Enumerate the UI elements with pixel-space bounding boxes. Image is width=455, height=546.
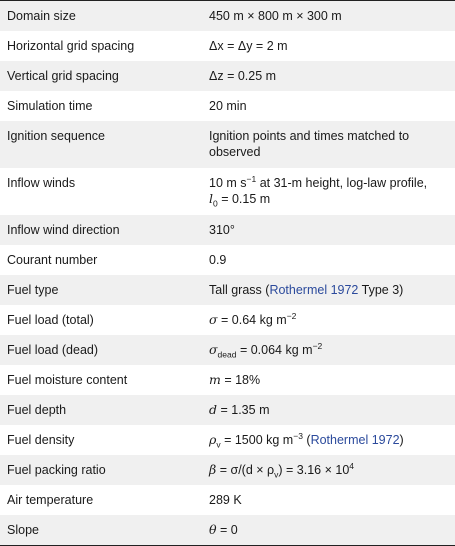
value-text: at 31-m height, log-law profile, <box>256 176 428 190</box>
row-label: Vertical grid spacing <box>0 61 202 91</box>
value-subscript: v <box>274 469 279 480</box>
table-row <box>0 365 455 395</box>
row-label: Ignition sequence <box>0 121 202 168</box>
row-value: 289 K <box>209 493 242 507</box>
table-row <box>0 275 455 305</box>
row-value: 310° <box>202 215 455 245</box>
row-value <box>202 425 455 455</box>
value-subscript: 0 <box>213 198 218 209</box>
value-symbol: l <box>209 191 213 206</box>
value-symbol: ρ <box>209 432 217 447</box>
row-value <box>202 305 455 335</box>
table-row <box>0 335 455 365</box>
table-row <box>0 215 455 245</box>
row-label: Fuel load (total) <box>7 313 94 327</box>
table-row <box>0 91 455 121</box>
table-row <box>0 245 455 275</box>
row-value: Δz = 0.25 m <box>202 61 455 91</box>
table-row <box>0 305 455 335</box>
value-text: = 0.15 m <box>217 192 271 206</box>
row-label: Fuel depth <box>0 395 202 425</box>
value-superscript: 4 <box>349 460 355 471</box>
table-row <box>0 1 455 32</box>
value-text: = 1500 kg m <box>220 433 294 447</box>
row-label: Inflow wind direction <box>0 215 202 245</box>
row-value: 0.9 <box>209 253 227 267</box>
row-label: Air temperature <box>7 493 94 507</box>
value-superscript: −2 <box>312 340 323 351</box>
value-text: = σ/(d × ρ <box>216 463 275 477</box>
table-row <box>0 168 455 215</box>
value-text: 10 m s <box>209 176 247 190</box>
table-row <box>0 515 455 546</box>
value-symbol: θ <box>209 522 217 537</box>
row-value <box>202 515 455 546</box>
value-text: Δx = Δy = 2 m <box>209 39 288 53</box>
row-value: 20 min <box>209 99 247 113</box>
value-symbol: d <box>209 402 218 417</box>
row-value: Ignition points and times matched to observed <box>202 121 455 168</box>
citation-link[interactable]: Rothermel 1972 <box>310 433 400 447</box>
row-value <box>202 168 455 215</box>
value-text: = 0.064 kg m <box>236 343 313 357</box>
value-symbol: σ <box>209 312 218 327</box>
value-text: = 0 <box>216 523 238 537</box>
value-text: = 18% <box>220 373 261 387</box>
value-text: ( <box>302 433 311 447</box>
row-label: Slope <box>0 515 202 546</box>
value-superscript: −2 <box>286 310 297 321</box>
value-subscript: dead <box>217 349 237 360</box>
table-row <box>0 485 455 515</box>
row-label: Domain size <box>0 1 202 32</box>
row-label: Fuel packing ratio <box>0 455 202 485</box>
row-label: Inflow winds <box>7 176 76 190</box>
value-text: ) <box>399 433 404 447</box>
value-text: Type 3) <box>358 283 404 297</box>
row-value <box>202 31 455 61</box>
row-value: 450 m × 800 m × 300 m <box>202 1 455 32</box>
citation-link[interactable]: Rothermel 1972 <box>269 283 359 297</box>
row-label: Courant number <box>7 253 98 267</box>
value-symbol: σ <box>209 342 218 357</box>
value-symbol: m <box>209 372 221 387</box>
table-row <box>0 455 455 485</box>
value-text: ) = 3.16 × 10 <box>278 463 350 477</box>
row-value <box>202 275 455 305</box>
table-row <box>0 61 455 91</box>
row-label: Simulation time <box>7 99 93 113</box>
table-row <box>0 31 455 61</box>
value-symbol: β <box>209 462 217 477</box>
row-value <box>202 455 455 485</box>
table-row <box>0 121 455 168</box>
value-text: = 1.35 m <box>217 403 270 417</box>
table-row <box>0 425 455 455</box>
row-value <box>202 335 455 365</box>
value-superscript: −3 <box>293 430 303 441</box>
value-superscript: −1 <box>246 173 257 184</box>
row-label: Fuel density <box>7 433 75 447</box>
row-label: Fuel load (dead) <box>0 335 202 365</box>
value-text: = 0.64 kg m <box>217 313 287 327</box>
row-value <box>202 365 455 395</box>
table-row <box>0 395 455 425</box>
row-label: Fuel type <box>0 275 202 305</box>
value-subscript: v <box>216 439 221 450</box>
value-text: Tall grass ( <box>209 283 270 297</box>
row-label: Fuel moisture content <box>7 373 128 387</box>
row-value <box>202 395 455 425</box>
row-label: Horizontal grid spacing <box>7 39 135 53</box>
